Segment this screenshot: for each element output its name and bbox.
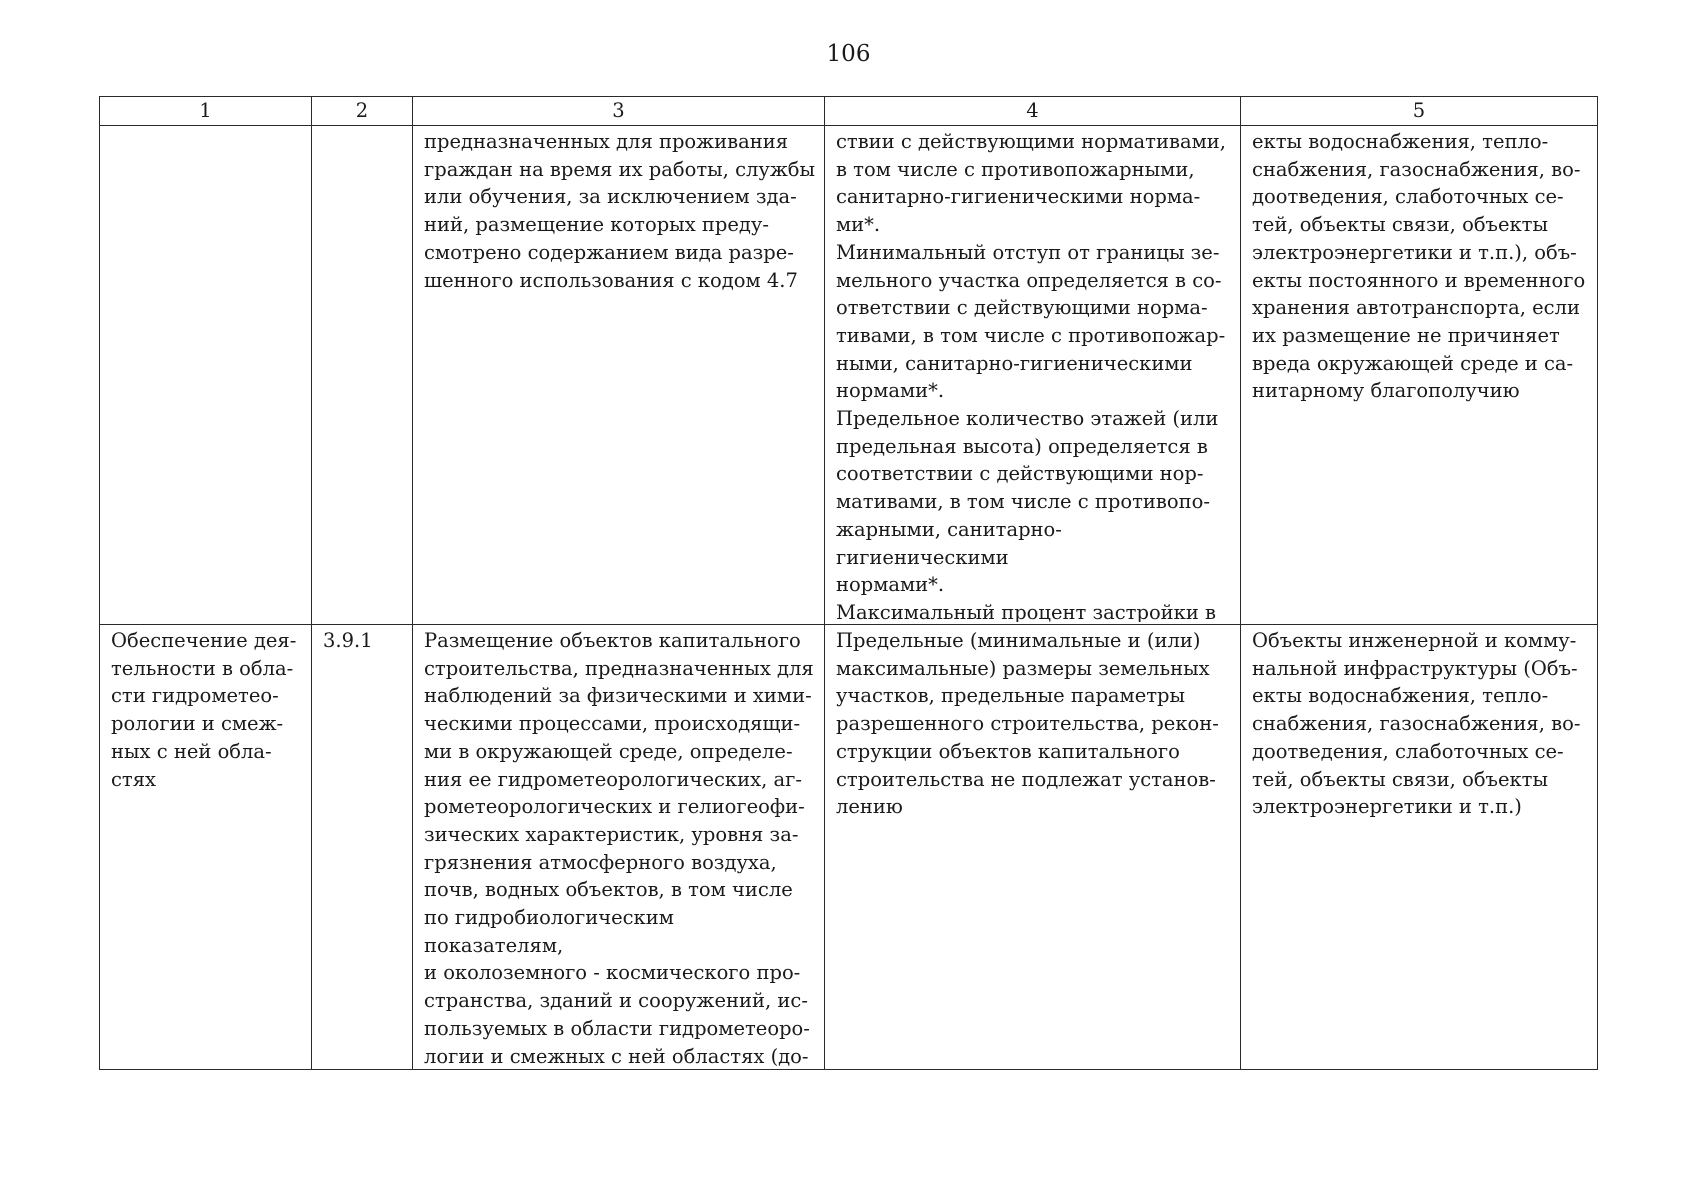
- header-col-5: 5: [1241, 97, 1598, 126]
- table-cell: [413, 625, 825, 1070]
- header-col-1: 1: [100, 97, 312, 126]
- header-col-2: 2: [312, 97, 413, 126]
- regulations-table: [99, 96, 1598, 1070]
- cell-text: 3.9.1: [323, 629, 373, 652]
- cell-text: Обеспечение дея- тельности в обла- сти гидрометео- рологии и смеж- ных с ней обла- стях: [111, 629, 297, 791]
- header-col-4: 4: [825, 97, 1241, 126]
- table-cell: [312, 625, 413, 1070]
- cell-text: Предельные (минимальные и (или) максимальные) размеры земельных участков, предельные параметры разрешенного строительства, рекон- струкции объектов капитального строительства не подлежат установ- лению: [836, 629, 1219, 819]
- cell-text: Размещение объектов капитального строительства, предназначенных для наблюдений за физическими и хими- ческими процессами, происходящи- ми в окружающей среде, определе- ния ее гидрометеорологических, аг- рометеорологических и гелиогеофи- зических характеристик, уровня за- грязнения атмосферного воздуха, почв, водных объектов, в том числе по гидробиологическим показателям, и околоземного - космического про- странства, зданий и сооружений, ис- пользуемых в области гидрометеоро- логии и смежных с ней областях (до-: [424, 629, 814, 1067]
- table-cell: [825, 126, 1241, 625]
- table-row: [100, 625, 1598, 1070]
- table-header-row: [100, 97, 1598, 126]
- cell-text: ствии с действующими нормативами, в том числе с противопожарными, санитарно-гигиеническими норма- ми*. Минимальный отступ от границы зе- мельного участка определяется в со- ответствии с действующими норма- тивами, в том числе с противопожар- ными, санитарно-гигиеническими нормами*. Предельное количество этажей (или предельная высота) определяется в соответствии с действующими нор- мативами, в том числе с противопо- жарными, санитарно-гигиеническими нормами*. Максимальный процент застройки в: [836, 130, 1226, 622]
- table-row: [100, 126, 1598, 625]
- table-cell: [100, 126, 312, 625]
- table-cell: [312, 126, 413, 625]
- header-col-3: 3: [413, 97, 825, 126]
- cell-text: предназначенных для проживания граждан на время их работы, службы или обучения, за исключением зда- ний, размещение которых преду- смотрено содержанием вида разре- шенного использования с кодом 4.7: [424, 130, 816, 292]
- cell-text: [111, 128, 305, 622]
- cell-text: екты водоснабжения, тепло- снабжения, газоснабжения, во- доотведения, слаботочных се- тей, объекты связи, объекты электроэнергетики и т.п.), объ- екты постоянного и временного хранения автотранспорта, если их размещение не причиняет вреда окружающей среде и са- нитарному благополучию: [1252, 130, 1586, 403]
- table-cell: [1241, 126, 1598, 625]
- table-cell: [413, 126, 825, 625]
- cell-text: Объекты инженерной и комму- нальной инфраструктуры (Объ- екты водоснабжения, тепло- снабжения, газоснабжения, во- доотведения, слаботочных се- тей, объекты связи, объекты электроэнергетики и т.п.): [1252, 629, 1581, 819]
- table-cell: [1241, 625, 1598, 1070]
- table-cell: [100, 625, 312, 1070]
- cell-text: [323, 128, 406, 622]
- page-number: 106: [826, 41, 871, 67]
- table-cell: [825, 625, 1241, 1070]
